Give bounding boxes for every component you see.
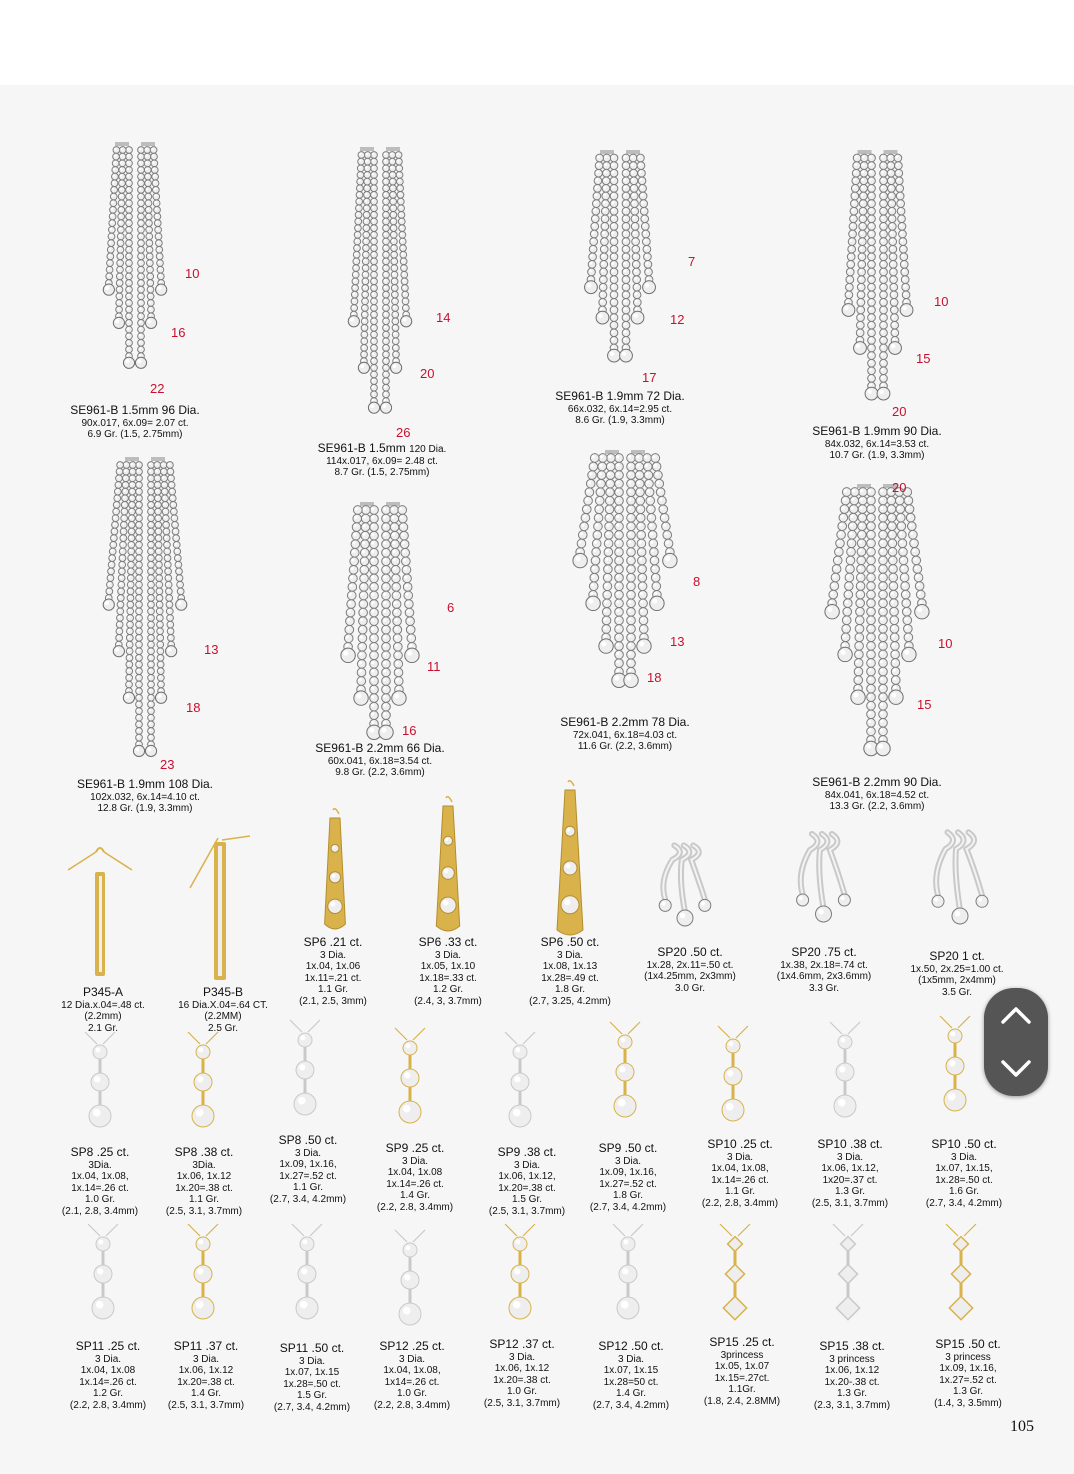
bar-pendant-image — [180, 828, 260, 983]
strand-count-label: 16 — [402, 723, 417, 738]
pendant-caption — [48, 986, 158, 1034]
spec-line: 3Dia. — [88, 1159, 112, 1171]
spec-line: 1x.09, 1x.16, — [279, 1159, 337, 1171]
pendant-caption — [154, 1146, 254, 1217]
spec-line: 10.7 Gr. (1.9, 3.3mm) — [829, 450, 925, 462]
three-stone-pendant-image — [280, 1018, 330, 1128]
strand-count-label: 20 — [892, 404, 907, 419]
spec-line: 1x.27=.52 ct. — [279, 1170, 337, 1182]
spec-line: 1x.14=.26 ct. — [71, 1182, 129, 1194]
spec-line: 2.5 Gr. — [207, 1022, 238, 1034]
spec-line: 1.1 Gr. — [317, 984, 348, 996]
product-title: SE961-B 2.2mm 90 Dia. — [812, 775, 942, 789]
strand-count-label: 22 — [150, 381, 165, 396]
pendant-svg — [495, 1030, 545, 1140]
product-title: SP10 .25 ct. — [707, 1137, 773, 1151]
earring-image — [60, 140, 210, 370]
spec-line: 11.6 Gr. (2.2, 3.6mm) — [577, 741, 673, 753]
spec-line: 12.8 Gr. (1.9, 3.3mm) — [97, 803, 193, 815]
spec-line: (2.7, 3.4, 4.2mm) — [925, 1197, 1003, 1209]
spec-line: (2.5, 3.1, 3.7mm) — [165, 1205, 243, 1217]
product-title: SE961-B 2.2mm 78 Dia. — [560, 715, 690, 729]
spec-line: (2.3, 3.1, 3.7mm) — [813, 1399, 891, 1411]
spec-line: 3 Dia. — [726, 1151, 754, 1163]
drop-pendant-image — [305, 808, 365, 934]
pendant-caption — [690, 1138, 790, 1209]
bar-pendant-image — [60, 840, 140, 980]
spec-line: 1.8 Gr. — [612, 1190, 643, 1202]
spec-line: 1x.06, 1x.12 — [824, 1365, 880, 1377]
spec-line: 3.5 Gr. — [941, 986, 972, 998]
spec-line: 1x.28, 2x.11=.50 ct. — [646, 959, 734, 971]
pendant-caption — [914, 1138, 1014, 1209]
spec-line: 114x.017, 6x.09= 2.48 ct. — [326, 455, 438, 467]
pendant-svg — [603, 1222, 653, 1332]
product-title: SP15 .38 ct. — [819, 1339, 885, 1353]
pendant-caption — [258, 1134, 358, 1205]
strand-count-label: 13 — [670, 634, 685, 649]
earring-image — [795, 148, 960, 403]
spec-line: 2.1 Gr. — [87, 1022, 118, 1034]
earring-item — [300, 145, 460, 420]
spec-line: 12 Dia.x.04=.48 ct. — [61, 999, 145, 1011]
pendant-caption — [630, 946, 750, 994]
spec-line: 1x20=.37 ct. — [822, 1174, 878, 1186]
product-title: SP9 .25 ct. — [385, 1141, 445, 1155]
spec-line: 1x.14=.26 ct. — [386, 1178, 444, 1190]
spec-line: 13.3 Gr. (2.2, 3.6mm) — [829, 801, 925, 813]
spec-line: 1x14=.26 ct. — [384, 1376, 440, 1388]
pendant-svg — [820, 1020, 870, 1130]
earring-caption — [50, 404, 220, 441]
spec-line: 1x.07, 1x.15, — [935, 1163, 993, 1175]
spec-line: 3 Dia. — [836, 1151, 864, 1163]
strand-count-label: 7 — [688, 254, 696, 269]
drop-pendant-image — [418, 796, 478, 936]
spec-line: 1x.14=.26 ct. — [79, 1376, 137, 1388]
spec-line: (2.2mm) — [84, 1011, 122, 1023]
spec-line: 1x.28=.50 ct. — [283, 1378, 341, 1390]
spec-line: 1x.06, 1x.12 — [178, 1365, 234, 1377]
product-title: SP11 .37 ct. — [173, 1339, 239, 1353]
spec-line: 1.0 Gr. — [84, 1194, 115, 1206]
earring-item — [795, 148, 960, 403]
spec-line: 1x.04, 1x.08, — [711, 1163, 769, 1175]
spec-line: 1.0 Gr. — [506, 1386, 537, 1398]
spec-line: 3 Dia. — [398, 1353, 426, 1365]
product-title: SP9 .50 ct. — [598, 1141, 658, 1155]
spec-line: 1x.27=.52 ct. — [599, 1178, 657, 1190]
three-stone-pendant-image — [385, 1228, 435, 1338]
product-title: SE961-B 2.2mm 66 Dia. — [315, 741, 445, 755]
three-stone-pendant-image — [820, 1020, 870, 1130]
spec-line: 1.1 Gr. — [724, 1186, 755, 1198]
pendant-svg — [600, 1020, 650, 1130]
spec-line: 1x.07, 1x.15 — [284, 1367, 340, 1379]
pendant-svg — [75, 1030, 125, 1140]
pendant-svg — [282, 1222, 332, 1332]
spec-line: 3 Dia. — [513, 1159, 541, 1171]
spec-line: 9.8 Gr. (2.2, 3.6mm) — [335, 767, 425, 779]
spec-line: 3 Dia. — [614, 1155, 642, 1167]
spec-line: (2.2, 2.8, 3.4mm) — [373, 1399, 451, 1411]
pendant-caption — [800, 1138, 900, 1209]
spec-line: 1.5 Gr. — [511, 1194, 542, 1206]
spec-line: 1x.04, 1x.08, — [71, 1171, 129, 1183]
spec-line: 102x.032, 6x.14=4.10 ct. — [90, 791, 200, 803]
three-stone-pendant-image — [282, 1222, 332, 1332]
spec-line: 1.2 Gr. — [432, 984, 463, 996]
pendant-svg — [280, 1018, 330, 1128]
three-stone-pendant-image — [603, 1222, 653, 1332]
pendant-caption — [262, 1342, 362, 1413]
strand-count-label: 15 — [916, 351, 931, 366]
spec-line: 1x.08, 1x.13 — [542, 961, 598, 973]
product-title: SP10 .50 ct. — [931, 1137, 997, 1151]
spec-line: (2.1, 2.5, 3mm) — [299, 995, 367, 1007]
spec-line: 1x.15=.27ct. — [714, 1372, 770, 1384]
strand-count-label: 6 — [447, 600, 455, 615]
spec-line: 90x.017, 6x.09= 2.07 ct. — [81, 417, 189, 429]
pendant-svg — [495, 1222, 545, 1332]
spec-line: (2.7, 3.4, 4.2mm) — [269, 1193, 347, 1205]
product-title: SP20 .75 ct. — [791, 945, 857, 959]
earring-caption — [792, 776, 962, 813]
three-stone-pendant-image — [936, 1222, 986, 1332]
pendant-caption — [168, 986, 278, 1034]
spec-line: (2.4, 3, 3.7mm) — [414, 995, 482, 1007]
spec-line: 1x.06, 1x.12, — [821, 1163, 879, 1175]
spec-line: (2.5, 3.1, 3.7mm) — [488, 1205, 566, 1217]
pendant-caption — [472, 1338, 572, 1409]
spec-line: 1x.09, 1x.16, — [599, 1167, 657, 1179]
three-stone-pendant-image — [710, 1222, 760, 1332]
pendant-caption — [156, 1340, 256, 1411]
spec-line: 3princess — [720, 1349, 764, 1361]
strand-count-label: 20 — [420, 366, 435, 381]
spec-line: 1.4 Gr. — [190, 1388, 221, 1400]
spec-line: 3 Dia. — [434, 949, 462, 961]
spec-line: 1.3 Gr. — [952, 1386, 983, 1398]
strand-count-label: 23 — [160, 757, 175, 772]
spec-line: (2.5, 3.1, 3.7mm) — [811, 1197, 889, 1209]
scroll-widget — [984, 988, 1048, 1096]
strand-count-label: 20 — [892, 480, 907, 495]
product-title: SP12 .50 ct. — [598, 1339, 664, 1353]
strand-count-label: 26 — [396, 425, 411, 440]
three-stone-pendant-image — [78, 1222, 128, 1332]
product-title: SP12 .25 ct. — [379, 1339, 445, 1353]
spec-line: 1x.04, 1x.06 — [305, 961, 361, 973]
strand-count-label: 15 — [917, 697, 932, 712]
spec-line: 1.2 Gr. — [92, 1388, 123, 1400]
product-title: SP20 .50 ct. — [657, 945, 723, 959]
three-stone-pendant-image — [708, 1024, 758, 1134]
spec-line: 66x.032, 6x.14=2.95 ct. — [567, 403, 673, 415]
strand-count-label: 12 — [670, 312, 685, 327]
pendant-caption — [802, 1340, 902, 1411]
pendant-svg — [823, 1222, 873, 1332]
three-stone-pendant-image — [600, 1020, 650, 1130]
three-stone-pendant-image — [178, 1222, 228, 1332]
spec-line: 1.1 Gr. — [188, 1194, 219, 1206]
earring-item — [295, 500, 465, 745]
prong-pendant-image — [910, 826, 1010, 931]
spec-line: 1x.09, 1x.16, — [939, 1363, 997, 1375]
spec-line: (2.5, 3.1, 3.7mm) — [483, 1397, 561, 1409]
pendant-svg — [178, 1222, 228, 1332]
spec-line: 3 Dia. — [294, 1147, 322, 1159]
spec-line: (2.5, 3.1, 3.7mm) — [167, 1399, 245, 1411]
spec-line: (2.2, 2.8, 3.4mm) — [376, 1201, 454, 1213]
product-title: SP11 .25 ct. — [75, 1339, 141, 1353]
pendant-svg — [78, 1222, 128, 1332]
spec-line: (1.8, 2.4, 2.8MM) — [703, 1395, 781, 1407]
earring-image — [60, 455, 230, 760]
chevron-up-icon — [999, 1004, 1033, 1026]
spec-line: 1.4 Gr. — [399, 1190, 430, 1202]
spec-line: 60x.041, 6x.18=3.54 ct. — [327, 755, 433, 767]
chevron-down-icon — [999, 1058, 1033, 1080]
spec-line: 1.5 Gr. — [296, 1390, 327, 1402]
product-title: SP6 .21 ct. — [303, 935, 363, 949]
pendant-svg — [385, 1026, 435, 1136]
spec-line: 1x.28=.49 ct. — [541, 972, 599, 984]
spec-line: 3.3 Gr. — [808, 982, 839, 994]
product-title: SP8 .50 ct. — [278, 1133, 338, 1147]
spec-line: 1x.07, 1x.15 — [603, 1365, 659, 1377]
pendant-caption — [581, 1340, 681, 1411]
spec-line: 1x.20-.38 ct. — [824, 1376, 880, 1388]
spec-line: 1.1 Gr. — [292, 1182, 323, 1194]
strand-count-label: 10 — [185, 266, 200, 281]
earring-item — [787, 482, 967, 757]
spec-line: (2.1, 2.8, 3.4mm) — [61, 1205, 139, 1217]
pendant-caption — [578, 1142, 678, 1213]
three-stone-pendant-image — [178, 1030, 228, 1140]
strand-count-label: 14 — [436, 310, 451, 325]
product-title: SP6 .50 ct. — [540, 935, 600, 949]
product-title: SP8 .25 ct. — [70, 1145, 130, 1159]
three-stone-pendant-image — [930, 1014, 980, 1124]
three-stone-pendant-image — [385, 1026, 435, 1136]
product-title: SP8 .38 ct. — [174, 1145, 234, 1159]
earring-caption — [535, 390, 705, 427]
pendant-svg — [936, 1222, 986, 1332]
spec-line: 1.3 Gr. — [836, 1388, 867, 1400]
product-title: SP10 .38 ct. — [817, 1137, 883, 1151]
pendant-svg — [178, 1030, 228, 1140]
pendant-svg — [708, 1024, 758, 1134]
spec-line: 1x.20=.38 ct. — [177, 1376, 235, 1388]
product-title: P345-A — [82, 985, 124, 999]
page-number: 105 — [1010, 1418, 1034, 1435]
spec-line: (2.2, 2.8, 3.4mm) — [701, 1197, 779, 1209]
drop-pendant-image — [535, 780, 605, 940]
three-stone-pendant-image — [75, 1030, 125, 1140]
spec-line: 6.9 Gr. (1.5, 2.75mm) — [87, 429, 183, 441]
spec-line: 1.8 Gr. — [554, 984, 585, 996]
spec-line: 3 Dia. — [950, 1151, 978, 1163]
strand-count-label: 18 — [186, 700, 201, 715]
pendant-svg — [710, 1222, 760, 1332]
spec-line: 1x.20=.38 ct. — [175, 1182, 233, 1194]
earring-caption — [792, 425, 962, 462]
earring-item — [545, 148, 695, 363]
earring-image — [787, 482, 967, 757]
earring-caption — [292, 442, 472, 479]
product-title: SE961-B 1.5mm 120 Dia. — [317, 441, 447, 455]
strand-count-label: 10 — [938, 636, 953, 651]
product-title: SP20 1 ct. — [929, 949, 985, 963]
spec-line: 1x.05, 1x.07 — [714, 1361, 770, 1373]
scroll-up-button[interactable] — [984, 988, 1048, 1042]
three-stone-pendant-image — [823, 1222, 873, 1332]
spec-line: (2.2MM) — [204, 1011, 242, 1023]
spec-line: 3Dia. — [192, 1159, 216, 1171]
spec-line: 1x.06, 1x.12 — [494, 1363, 550, 1375]
spec-line: 1x.38, 2x.18=.74 ct. — [780, 959, 868, 971]
spec-line: 1x.18=.33 ct. — [419, 972, 477, 984]
strand-count-label: 10 — [934, 294, 949, 309]
spec-line: 1x.05, 1x.10 — [420, 961, 476, 973]
pendant-caption — [50, 1146, 150, 1217]
product-title: SE961-B 1.9mm 90 Dia. — [812, 424, 942, 438]
spec-line: 1x.04, 1x.08, — [383, 1365, 441, 1377]
spec-line: 72x.041, 6x.18=4.03 ct. — [572, 729, 678, 741]
spec-line: 3 princess — [829, 1353, 875, 1365]
spec-line: (2.2, 2.8, 3.4mm) — [69, 1399, 147, 1411]
spec-line: 84x.041, 6x.18=4.52 ct. — [824, 789, 930, 801]
spec-line: 3 Dia. — [192, 1353, 220, 1365]
spec-line: (1x4.25mm, 2x3mm) — [644, 971, 736, 983]
earring-item — [60, 140, 210, 370]
product-title: SE961-B 1.9mm 108 Dia. — [76, 777, 214, 791]
strand-count-label: 16 — [171, 325, 186, 340]
product-title: SP11 .50 ct. — [279, 1341, 345, 1355]
spec-line: (1x4.6mm, 2x3.6mm) — [776, 971, 872, 983]
earring-item — [60, 455, 230, 760]
earring-caption — [295, 742, 465, 779]
pendant-caption — [918, 1338, 1018, 1409]
spec-line: 3 Dia. — [401, 1155, 429, 1167]
strand-count-label: 8 — [693, 574, 701, 589]
pendant-svg — [385, 1228, 435, 1338]
spec-line: 8.6 Gr. (1.9, 3.3mm) — [575, 415, 665, 427]
three-stone-pendant-image — [495, 1030, 545, 1140]
spec-line: 1.1Gr. — [728, 1384, 756, 1396]
strand-count-label: 11 — [427, 659, 441, 674]
spec-line: (2.7, 3.4, 4.2mm) — [592, 1399, 670, 1411]
spec-line: 3 Dia. — [508, 1351, 536, 1363]
earring-image — [295, 500, 465, 745]
spec-line: 1x.28=.50 ct. — [935, 1174, 993, 1186]
earring-image — [545, 148, 695, 363]
spec-line: 3 Dia. — [94, 1353, 122, 1365]
spec-line: 1.4 Gr. — [615, 1388, 646, 1400]
pendant-caption — [393, 936, 503, 1007]
top-margin — [0, 0, 1074, 85]
spec-line: 3.0 Gr. — [674, 982, 705, 994]
earring-image — [300, 145, 460, 420]
prong-pendant-image — [776, 828, 871, 928]
spec-line: 1x.06, 1x.12, — [498, 1171, 556, 1183]
product-title: SP9 .38 ct. — [497, 1145, 557, 1159]
spec-line: 1x.11=.21 ct. — [304, 972, 362, 984]
spec-line: 3 princess — [945, 1351, 991, 1363]
spec-line: 16 Dia.X.04=.64 CT. — [178, 999, 268, 1011]
spec-line: 8.7 Gr. (1.5, 2.75mm) — [334, 467, 430, 479]
pendant-caption — [365, 1142, 465, 1213]
strand-count-label: 17 — [642, 370, 657, 385]
spec-line: 84x.032, 6x.14=3.53 ct. — [824, 438, 930, 450]
spec-line: (2.7, 3.4, 4.2mm) — [589, 1201, 667, 1213]
spec-line: (1.4, 3, 3.5mm) — [934, 1397, 1002, 1409]
pendant-caption — [764, 946, 884, 994]
spec-line: 1x.27=.52 ct. — [939, 1374, 997, 1386]
spec-line: 1x.20=.38 ct. — [498, 1182, 556, 1194]
spec-line: 1x.20=.38 ct. — [493, 1374, 551, 1386]
product-title: SE961-B 1.5mm 96 Dia. — [70, 403, 200, 417]
earring-image — [540, 448, 710, 693]
product-title: SP12 .37 ct. — [489, 1337, 555, 1351]
spec-line: 1x.28=50 ct. — [603, 1376, 659, 1388]
pendant-caption — [58, 1340, 158, 1411]
spec-line: 1x.04, 1x.08 — [387, 1167, 443, 1179]
product-title: P345-B — [202, 985, 244, 999]
spec-line: 1x.50, 2x.25=1.00 ct. — [910, 963, 1004, 975]
pendant-caption — [690, 1336, 794, 1407]
spec-line: (1x5mm, 2x4mm) — [918, 975, 996, 987]
product-title: SP6 .33 ct. — [418, 935, 478, 949]
pendant-caption — [362, 1340, 462, 1411]
pendant-caption — [477, 1146, 577, 1217]
spec-line: 3 Dia. — [298, 1355, 326, 1367]
spec-line: 3 Dia. — [617, 1353, 645, 1365]
spec-line: 1.6 Gr. — [948, 1186, 979, 1198]
scroll-down-button[interactable] — [984, 1042, 1048, 1096]
spec-line: 3 Dia. — [556, 949, 584, 961]
earring-caption — [540, 716, 710, 753]
spec-line: 1.0 Gr. — [396, 1388, 427, 1400]
pendant-caption — [278, 936, 388, 1007]
earring-item — [540, 448, 710, 693]
pendant-caption — [510, 936, 630, 1007]
spec-line: 3 Dia. — [319, 949, 347, 961]
spec-line: (2.7, 3.25, 4.2mm) — [529, 995, 611, 1007]
spec-line: 1.3 Gr. — [834, 1186, 865, 1198]
three-stone-pendant-image — [495, 1222, 545, 1332]
spec-line: 1x.14=.26 ct. — [711, 1174, 769, 1186]
spec-line: 1x.04, 1x.08 — [80, 1365, 136, 1377]
product-title: SP15 .25 ct. — [709, 1335, 775, 1349]
spec-line: (2.7, 3.4, 4.2mm) — [273, 1401, 351, 1413]
earring-caption — [55, 778, 235, 815]
pendant-svg — [930, 1014, 980, 1124]
product-title: SP15 .50 ct. — [935, 1337, 1001, 1351]
spec-line: 1x.06, 1x.12 — [176, 1171, 232, 1183]
product-title: SE961-B 1.9mm 72 Dia. — [555, 389, 685, 403]
strand-count-label: 18 — [647, 670, 662, 685]
strand-count-label: 13 — [204, 642, 219, 657]
prong-pendant-image — [640, 840, 730, 930]
